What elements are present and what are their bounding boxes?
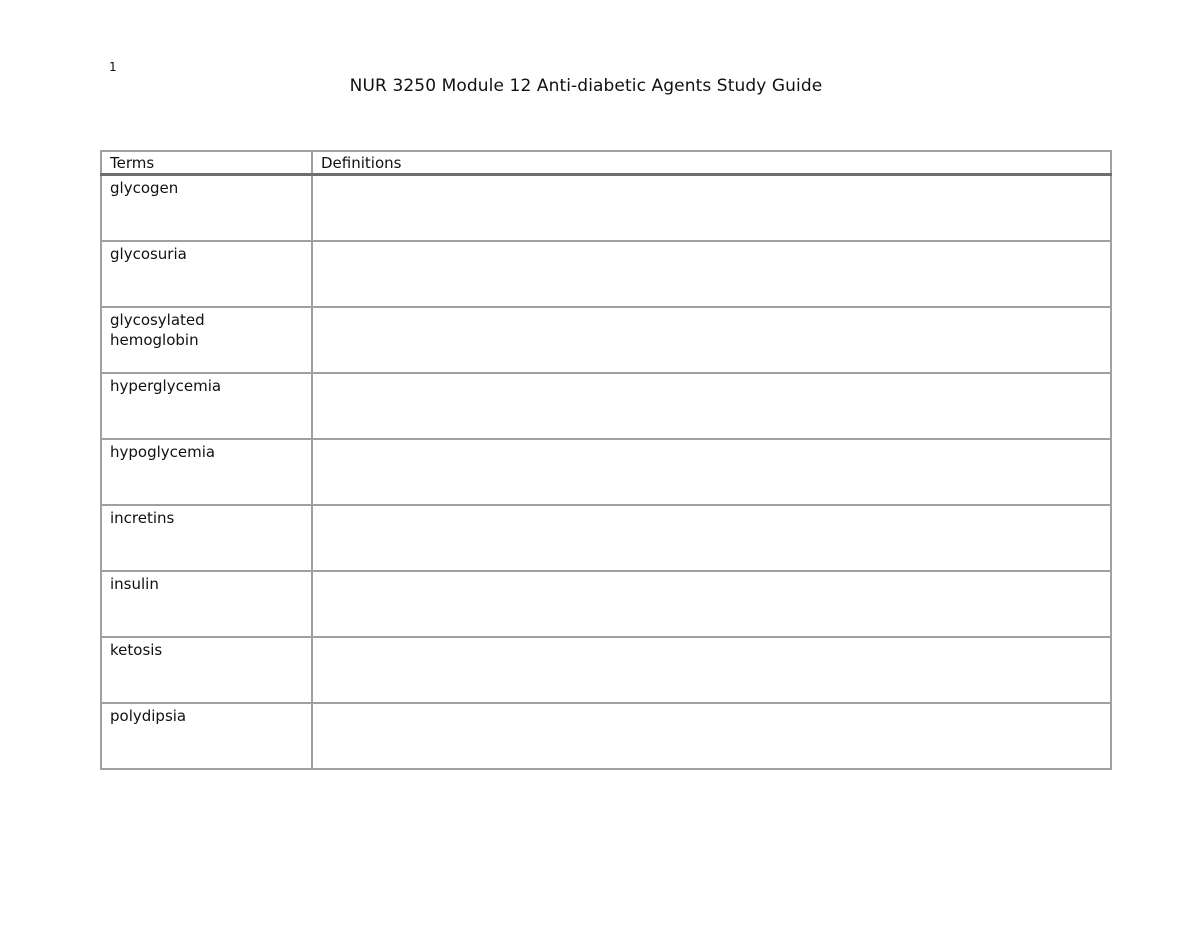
term-cell (101, 637, 312, 703)
document-title: NUR 3250 Module 12 Anti-diabetic Agents Study Guide (349, 76, 823, 96)
term-label: glycosylated hemoglobin (110, 311, 205, 349)
term-label: hypoglycemia (110, 443, 216, 461)
definitions-column-header: Definitions (312, 151, 1111, 175)
terms-definitions-table (100, 150, 1112, 770)
term-cell (101, 571, 312, 637)
term-cell (101, 241, 312, 307)
definition-cell[interactable] (312, 241, 1111, 307)
table-row (101, 373, 1111, 439)
term-label: insulin (110, 575, 159, 593)
table-row (101, 307, 1111, 373)
table-row (101, 571, 1111, 637)
term-label: polydipsia (110, 707, 187, 725)
term-label: glycosuria (110, 245, 187, 263)
term-label: hyperglycemia (110, 377, 222, 395)
table-row (101, 175, 1111, 242)
term-cell (101, 307, 312, 373)
definition-cell[interactable] (312, 439, 1111, 505)
definition-cell[interactable] (312, 175, 1111, 242)
definition-cell[interactable] (312, 505, 1111, 571)
table-row (101, 241, 1111, 307)
term-label: incretins (110, 509, 175, 527)
table-header-row (101, 151, 1111, 175)
table-row (101, 637, 1111, 703)
page-number: 1 (109, 60, 117, 74)
definition-cell[interactable] (312, 703, 1111, 769)
term-cell (101, 439, 312, 505)
term-cell (101, 703, 312, 769)
terms-column-header: Terms (101, 151, 312, 175)
definition-cell[interactable] (312, 571, 1111, 637)
term-label: glycogen (110, 179, 179, 197)
definition-cell[interactable] (312, 373, 1111, 439)
term-cell (101, 373, 312, 439)
term-cell (101, 505, 312, 571)
definition-cell[interactable] (312, 307, 1111, 373)
term-label: ketosis (110, 641, 163, 659)
table-row (101, 505, 1111, 571)
table-row (101, 439, 1111, 505)
term-cell (101, 175, 312, 242)
definition-cell[interactable] (312, 637, 1111, 703)
table-row (101, 703, 1111, 769)
